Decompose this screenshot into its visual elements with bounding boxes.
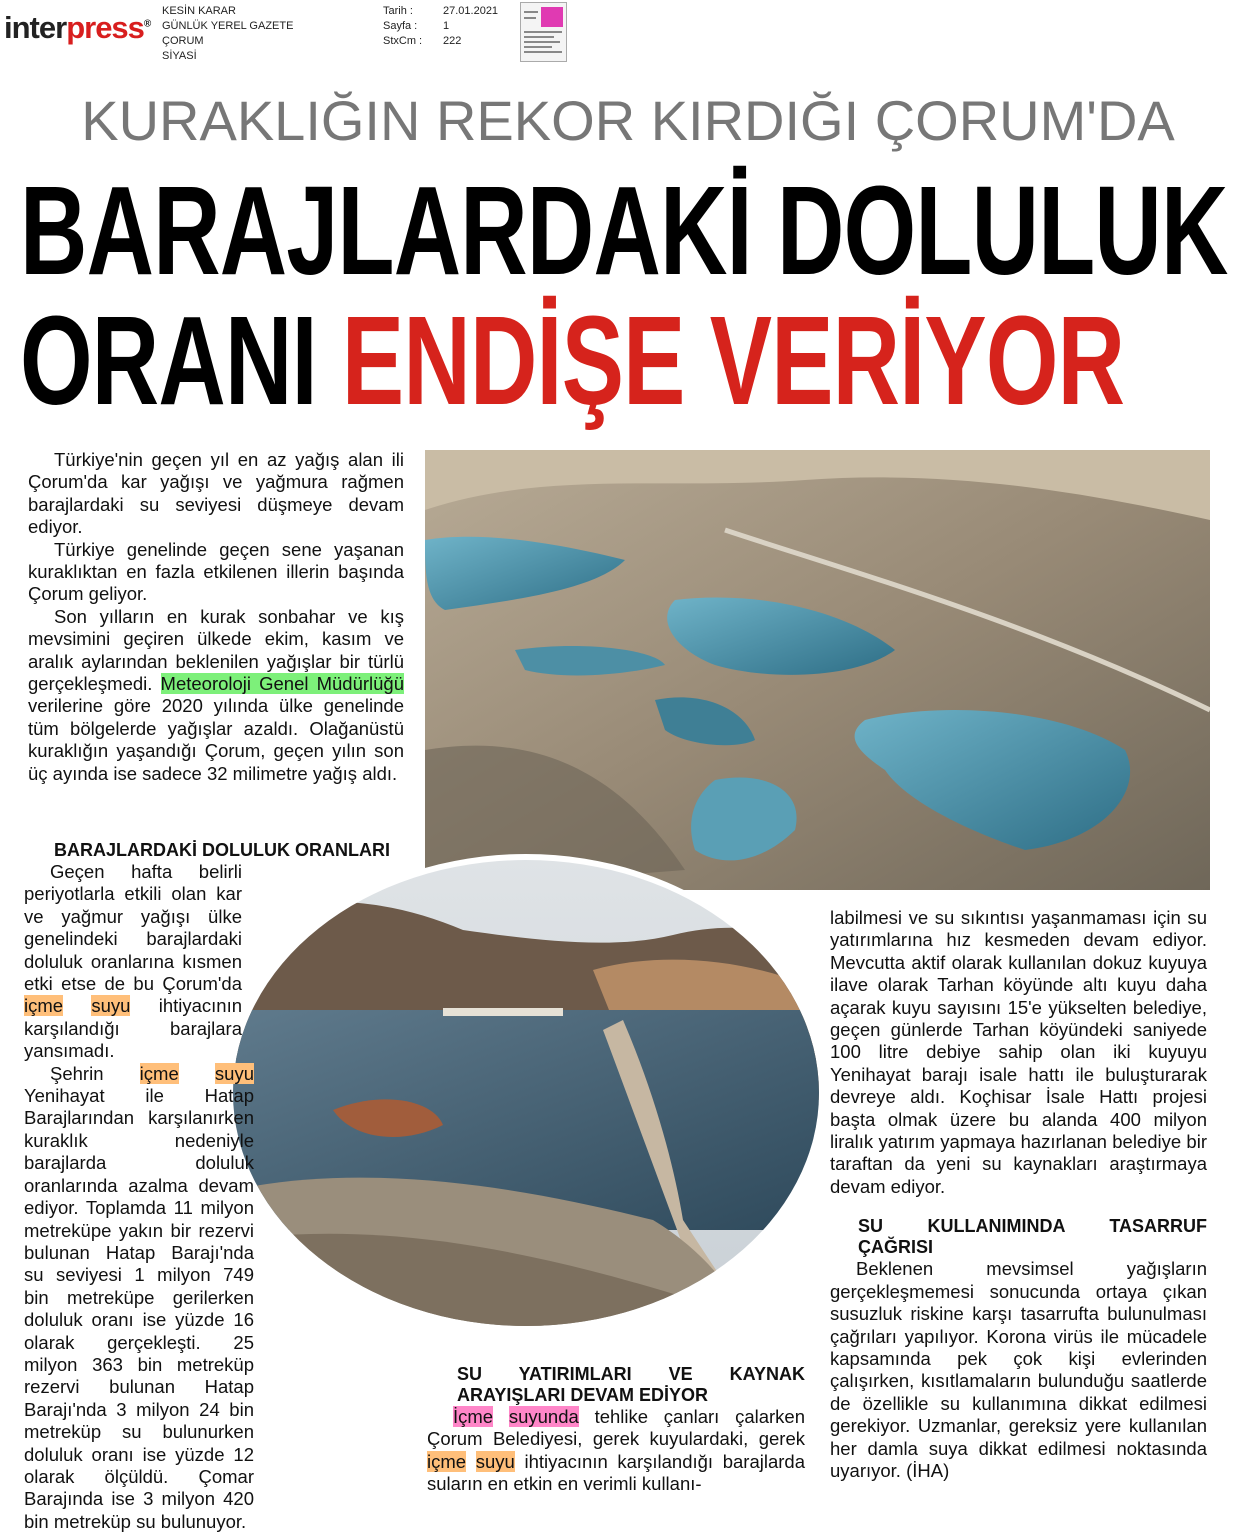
headline-black-part: ORANI — [20, 290, 342, 431]
interpress-logo — [4, 10, 150, 46]
highlight-icme: içme — [139, 1062, 179, 1084]
text-run: verilerine göre 2020 yılında ülke genelinde tüm bölgelerde yağışlar azaldı. Olağanüstü kuraklığın yaşandığı Çorum, geçen yılın son üç ayında ise sadece 32 milimetre yağış aldı. — [28, 695, 404, 784]
article-kicker: KURAKLIĞIN REKOR KIRDIĞI ÇORUM'DA — [81, 89, 1175, 152]
reservoir-aerial-photo — [425, 450, 1210, 890]
text-run: ihtiyacının karşılandığı barajlarda suların en etkin en verimli kullanı- — [427, 1450, 806, 1495]
text-run: Şehrin — [50, 1062, 140, 1084]
date-value: 27.01.2021 — [443, 5, 499, 17]
section-1-column — [24, 840, 404, 1533]
highlight-icme: İçme — [453, 1406, 494, 1427]
meta-line: GÜNLÜK YEREL GAZETE — [162, 20, 294, 32]
date-label: Tarih : — [383, 5, 413, 17]
text-run: Beklenen mevsimsel yağışların gerçekleşmemesi sonucunda ortaya çıkan susuzluk riskine karşı tasarrufta bulunulması çağrıları yapılıyor. Korona virüs ile mücadele kapsamında pek çok kişi evlerinden çalışırken, kısıtlamaların bulunduğu saatlerde de özellikle su kullanımına dikkat edilmesi gerekiyor. Uzmanlar, gereksiz yere kullanılan her damla suya dikkat edilmesi noktasında uyarıyor. — [830, 1258, 1207, 1481]
page-label: Sayfa : — [383, 20, 418, 32]
logo-main: inter — [4, 10, 67, 45]
section-1-paragraph-2 — [24, 1063, 254, 1533]
highlight-suyu: suyu — [91, 995, 131, 1017]
publication-meta — [162, 4, 293, 64]
text-run: Geçen hafta belirli periyotlarla etkili olan kar ve yağmur yağışı ülke genelindeki barajlardaki doluluk oranlarına kısmen etki etse de bu Çorum'da — [24, 861, 242, 995]
headline-line-2 — [20, 290, 1125, 431]
intro-paragraph-3 — [28, 606, 404, 785]
text-run: tehlike çanları çalarken Çorum Belediyesi, gerek kuyulardaki, gerek — [427, 1406, 806, 1450]
meta-line: SİYASİ — [162, 50, 197, 62]
meta-line: KESİN KARAR — [162, 5, 236, 17]
intro-paragraph-2: Türkiye genelinde geçen sene yaşanan kuraklıktan en fazla etkilenen illerin başında Çorum geliyor. — [28, 538, 404, 605]
highlight-suyu: suyu — [475, 1450, 515, 1472]
section-2-column — [427, 1364, 805, 1496]
highlight-suyunda: suyunda — [508, 1406, 579, 1427]
page-value: 1 — [443, 20, 450, 32]
highlight-suyu: suyu — [214, 1062, 254, 1084]
page-thumbnail[interactable] — [520, 2, 567, 62]
intro-column — [28, 449, 404, 785]
section-2-continuation: labilmesi ve su sıkıntısı yaşanmaması için su yatırımlarına hız kesmeden devam ediyor. Mevcutta aktif olarak kullanılan dokuz kuyuya ilave olarak Tarhan köyünde altı kuyu daha açarak kuyu sayısını 15'e yükselten belediye, geçen günlerde Tarhan köyündeki saniyede 100 litre debiye sahip olan iki kuyuyu Yenihayat barajı isale hattı ile buluşturarak devreye aldı. Koçhisar İsale Hattı projesi başta olmak üzere bu alanda 400 milyon liralık yatırım yapmaya hazırlanan belediye bir taraftan da yeni su kaynakları araştırmaya devam ediyor. — [830, 907, 1207, 1197]
highlight-icme: içme — [24, 995, 64, 1017]
section-1-paragraph-1 — [24, 861, 242, 1063]
section-3-heading: SU KULLANIMINDA TASARRUF ÇAĞRISI — [858, 1216, 1207, 1258]
meta-line: ÇORUM — [162, 35, 204, 47]
headline-red-part: ENDİŞE VERİYOR — [341, 290, 1125, 431]
stxcm-value: 222 — [443, 35, 462, 47]
highlight-icme: içme — [427, 1450, 467, 1472]
headline-line-1: BARAJLARDAKİ DOLULUK — [20, 160, 1228, 301]
section-2-paragraph — [427, 1406, 805, 1496]
logo-accent: press — [66, 10, 144, 45]
text-run: ihtiyacının karşılandığı barajlara yansımadı. — [24, 995, 242, 1062]
section-3-paragraph — [830, 1258, 1207, 1482]
right-column — [830, 907, 1207, 1482]
logo-registered-mark: ® — [143, 18, 151, 30]
highlight-meteoroloji: Meteoroloji Genel Müdürlüğü — [160, 673, 405, 695]
text-run: Yenihayat ile Hatap Barajlarından karşılanırken kuraklık nedeniyle barajlarda doluluk oranlarında azalma devam ediyor. Toplamda 11 milyon metreküpe yakın bir rezervi bulunan Hatap Barajı'nda su seviyesi 1 milyon 749 bin metreküpe gerilerken doluluk oranı ise yüzde 16 olarak gerçekleşti. 25 milyon 363 bin metreküp rezervi bulunan Hatap Barajı'nda 3 milyon 24 bin metreküp su bulunurken doluluk oranı ise yüzde 12 olarak ölçüldü. Çomar Barajında ise 3 milyon 420 bin metreküp su bulunuyor. — [24, 1085, 254, 1532]
stxcm-label: StxCm : — [383, 35, 423, 47]
section-2-heading: SU YATIRIMLARI VE KAYNAK ARAYIŞLARI DEVAM EDİYOR — [457, 1364, 805, 1405]
text-run: Son yılların en kurak sonbahar ve kış mevsimini geçiren ülkede ekim, kasım ve aralık aylarından beklenilen yağışlar bir türlü gerçekleşmedi. — [28, 605, 404, 695]
section-1-heading: BARAJLARDAKİ DOLULUK ORANLARI — [54, 840, 390, 860]
intro-paragraph-1: Türkiye'nin geçen yıl en az yağış alan ili Çorum'da kar yağışı ve yağmura rağmen barajlardaki su seviyesi düşmeye devam ediyor. — [28, 449, 404, 538]
source-tag: (İHA) — [906, 1459, 950, 1481]
clip-info — [383, 4, 498, 49]
